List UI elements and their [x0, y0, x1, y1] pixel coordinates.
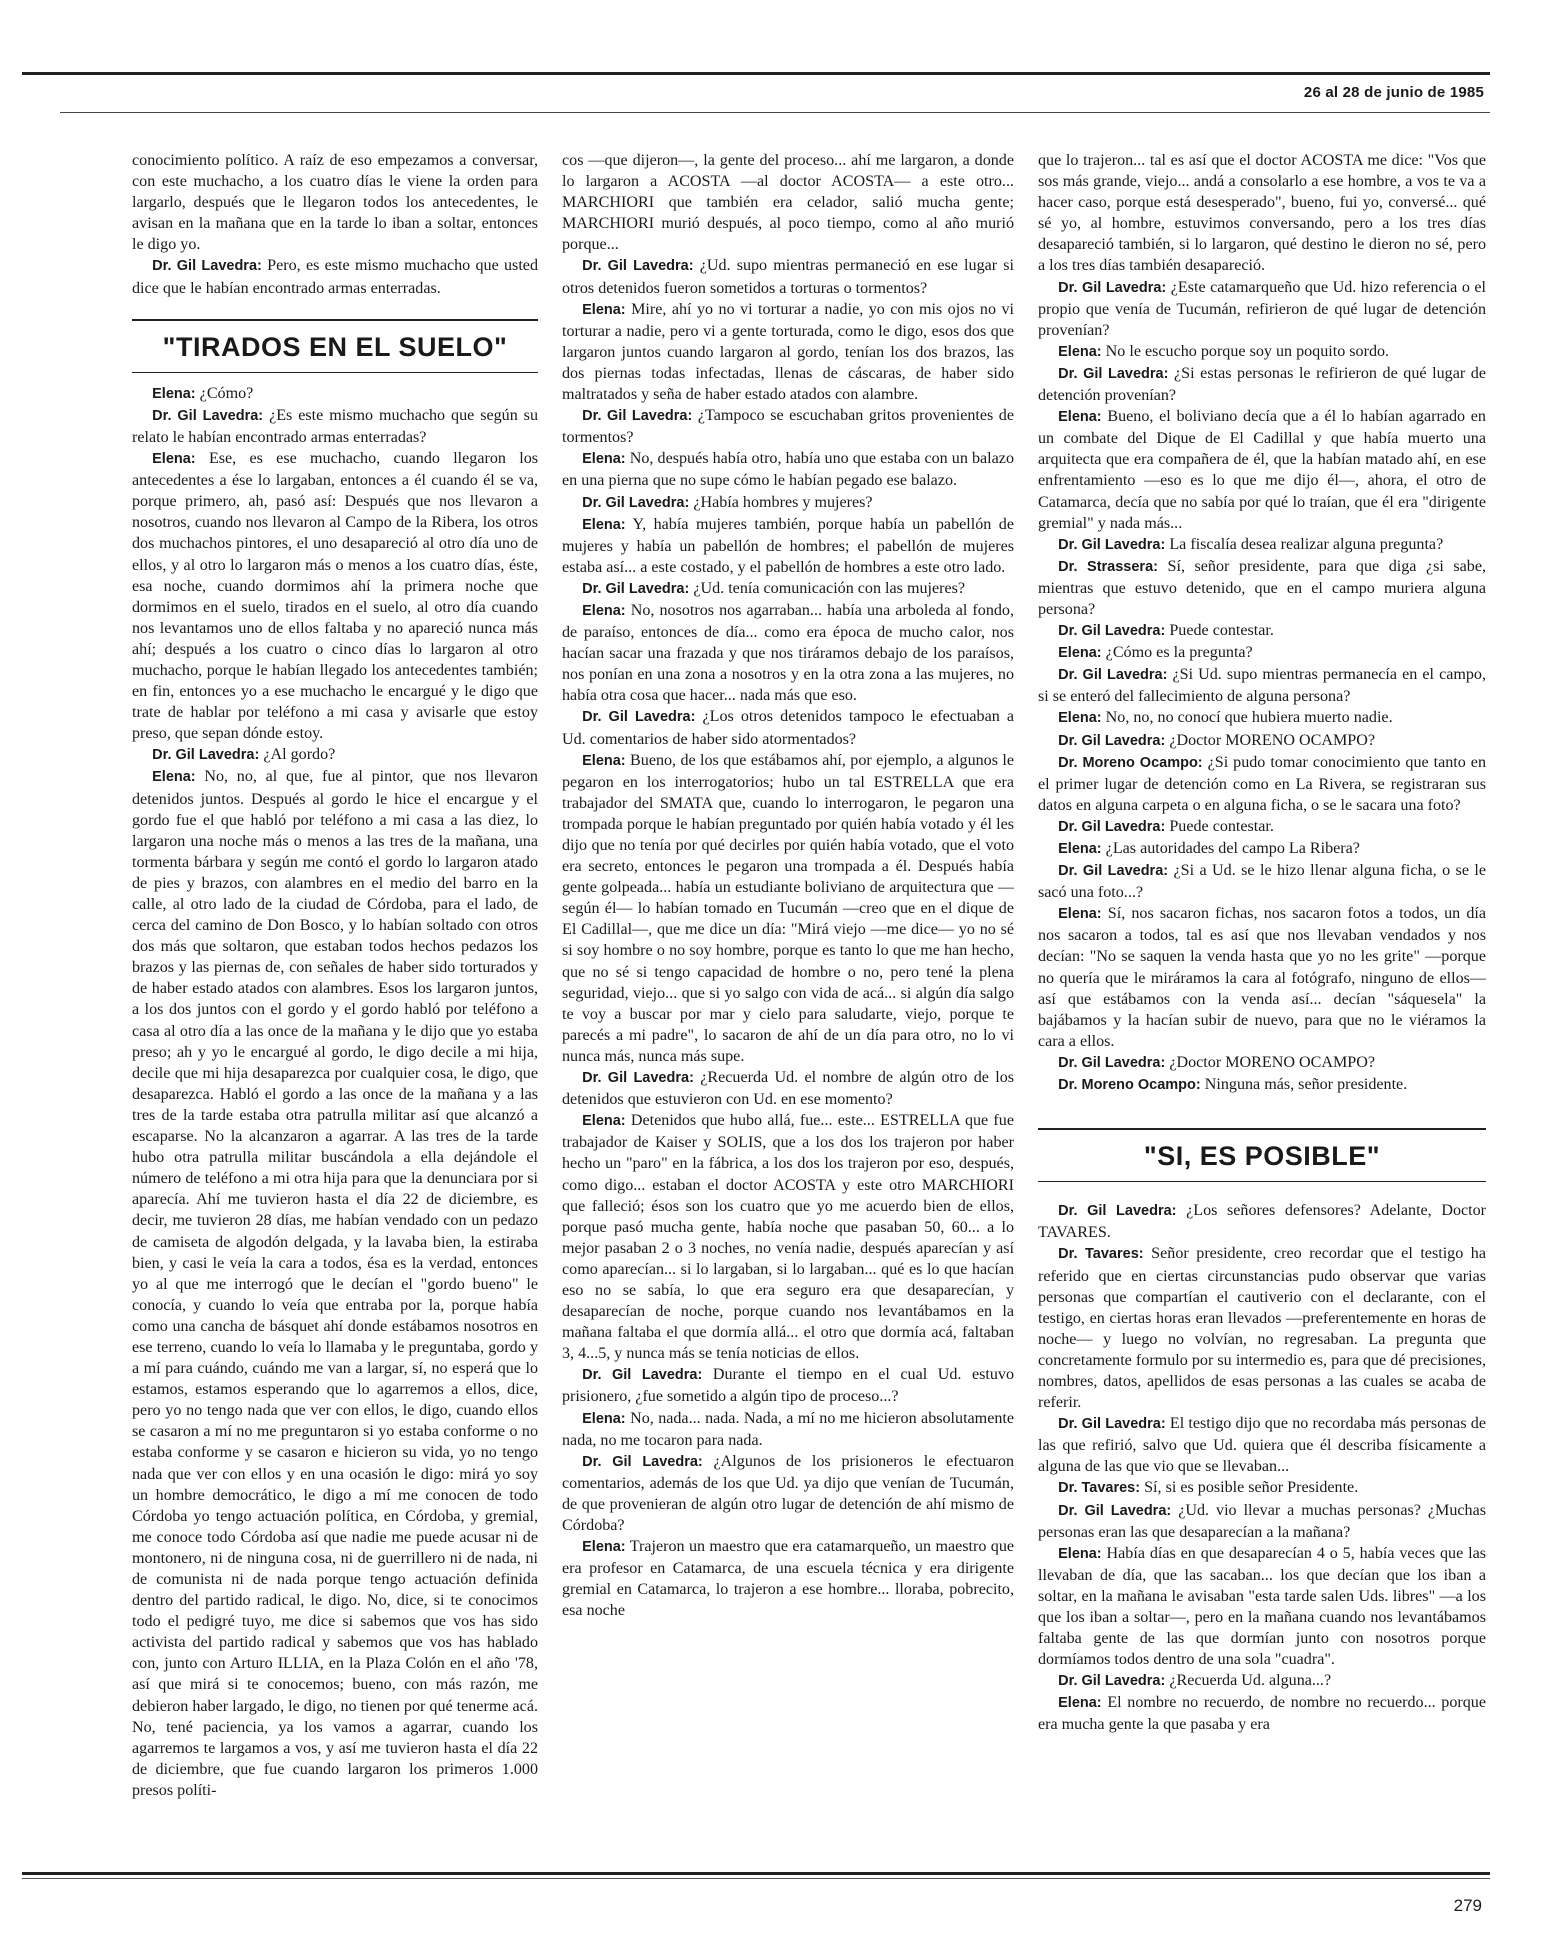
speaker-label: Elena:	[1058, 645, 1102, 662]
speaker-label: Elena:	[582, 602, 626, 619]
speaker-label: Dr. Gil Lavedra:	[1058, 667, 1168, 684]
dialogue-paragraph	[1038, 838, 1486, 860]
speaker-label: Elena:	[582, 1113, 626, 1130]
paragraph-text: Durante el tiempo en el cual Ud. estuvo prisionero, ¿fue sometido a algún tipo de proceso...?	[562, 1366, 1014, 1406]
paragraph-text: No, después había otro, había uno que estaba con un balazo en una pierna que no supe cómo le habían pegado ese balazo.	[562, 450, 1014, 490]
paragraph-text: No, nosotros nos agarraban... había una arboleda al fondo, de paraíso, entonces de día... como era época de mucho calor, nos hacían sacar una frazada y que nos tiráramos debajo de los paraísos, nos ponían en una zona a nosotros y en la otra zona a las mujeres, no había otra cosa que hacer... nada más que eso.	[562, 601, 1014, 705]
text-column-1	[132, 150, 538, 1801]
paragraph-text: ¿Es este mismo muchacho que según su relato le habían encontrado armas enterradas?	[132, 406, 538, 446]
speaker-label: Dr. Gil Lavedra:	[1058, 536, 1166, 553]
speaker-label: Elena:	[1058, 1545, 1102, 1562]
paragraph-text: Trajeron un maestro que era catamarqueño, un maestro que era profesor en Catamarca, de una escuela técnica y era dirigente gremial en Catamarca, lo trajeron a ese hombre... lloraba, pobrecito, esa noche	[562, 1538, 1015, 1620]
dialogue-paragraph	[562, 255, 1014, 298]
dialogue-paragraph	[562, 600, 1014, 706]
paragraph-text: Pero, es este mismo muchacho que usted dice que le habían encontrado armas enterradas.	[132, 257, 538, 297]
dialogue-paragraph	[1038, 1477, 1486, 1499]
dialogue-paragraph	[1038, 664, 1486, 707]
issue-date: 26 al 28 de junio de 1985	[1303, 84, 1484, 101]
dialogue-paragraph	[1038, 860, 1486, 903]
text-column-3	[1038, 150, 1486, 1736]
dialogue-paragraph	[1038, 816, 1486, 838]
paragraph-text: ¿Los señores defensores? Adelante, Doctor TAVARES.	[1038, 1202, 1487, 1242]
dialogue-paragraph	[562, 1067, 1014, 1110]
paragraph-text: ¿Ud. tenía comunicación con las mujeres?	[693, 579, 966, 597]
paragraph-text: Bueno, de los que estábamos ahí, por ejemplo, a algunos le pegaron en los interrogatorios; hubo un tal ESTRELLA que era trabajador del SMATA que, cuando lo interrogaron, le pegaron una trompada porque le habían preguntado por quién había votado y él les dijo que no tenía por qué decirles por quién había votado, que el voto era secreto, entonces le pegaron una trompada a él. Después había gente golpeada... había un estudiante boliviano de arquitectura que —según él— lo habían tomado en Tucumán —creo que en el dique de El Cadillal—, que me dice un día: "Mirá viejo —me dice— yo no sé si soy hombre o no soy hombre, porque es tanto lo que me han hecho, que no sé si tengo capacidad de hombre o no, pero tené la plena seguridad, viejo... que si yo salgo con vida de acá... si algún día salgo te voy a buscar por mar y cielo para saludarte, viejo, porque te parecés a mi padre", lo sacaron de ahí de un día para otro, no lo vi nunca más, nunca más supe.	[562, 751, 1014, 1065]
paragraph-text: ¿Si estas personas le refirieron de qué lugar de detención provenían?	[1038, 364, 1486, 405]
speaker-label: Elena:	[1058, 710, 1102, 727]
speaker-label: Dr. Moreno Ocampo:	[1058, 1077, 1201, 1094]
speaker-label: Dr. Gil Lavedra:	[1058, 1416, 1166, 1433]
speaker-label: Elena:	[1058, 409, 1102, 426]
speaker-label: Dr. Gil Lavedra:	[582, 408, 693, 425]
paragraph-text: ¿Doctor MORENO OCAMPO?	[1169, 1053, 1375, 1071]
text-paragraph	[1038, 150, 1486, 277]
speaker-label: Elena:	[582, 1410, 626, 1427]
dialogue-paragraph	[1038, 406, 1486, 534]
paragraph-text: Sí, si es posible señor Presidente.	[1144, 1479, 1359, 1497]
section-heading: "TIRADOS EN EL SUELO"	[132, 319, 538, 373]
speaker-label: Dr. Gil Lavedra:	[1058, 863, 1169, 880]
page-number: 279	[1453, 1896, 1482, 1915]
paragraph-text: Ese, es ese muchacho, cuando llegaron los antecedentes a ése lo largaban, entonces a él cuando él se va, porque primero, ah, pasó así: Después que nos llevaron a nosotros, cuando nos llevaron al Campo de la Ribera, los otros dos muchachos pintores, el uno desapareció al otro día uno de ellos, y al otro lo largaron más o menos a los cuatro días, éste, esa noche, cuando dormimos ahí la primera noche que dormimos en el suelo, tirados en el suelo, al otro día cuando nos levantamos uno de ellos faltaba y no apareció nunca más ahí; después a los cuatro o cinco días lo largaron al otro muchacho, porque le habían llegado los antecedentes también; en fin, entonces yo a ese muchacho le encargué y le digo que trate de hablar por teléfono a mi casa y avisarle que estoy preso, que sepan dónde estoy.	[132, 450, 539, 743]
speaker-label: Dr. Strassera:	[1058, 558, 1158, 575]
paragraph-text: ¿Recuerda Ud. el nombre de algún otro de los detenidos que estuvieron con Ud. en ese momento?	[562, 1069, 1014, 1109]
section-heading: "SI, ES POSIBLE"	[1038, 1128, 1486, 1182]
paragraph-text: Detenidos que hubo allá, fue... este... ESTRELLA que fue trabajador de Kaiser y SOLIS, que a los dos los trajeron por haber hecho un "paro" en la fábrica, a los dos los trajeron por eso, después, como digo... estaban el doctor ACOSTA y este otro MARCHIORI que falleció; ésos son los cuatro que yo me acuerdo bien de ellos, porque pasó mucha gente, había noche que pasaban 50, 60... a lo mejor pasaban 2 o 3 noches, no venía nadie, después aparecían y así como aparecían... si lo largaban, si lo largaban... qué es lo que hacían eso no se sabía, lo que era seguro era que desaparecían, y desaparecían de noche, porque cuando nos levantábamos en la mañana faltaba el que dormía allá... el otro que dormía acá, faltaban 3, 4...5, y nunca más se tenía noticias de ellos.	[562, 1112, 1014, 1363]
speaker-label: Elena:	[152, 769, 196, 786]
paragraph-text: ¿Doctor MORENO OCAMPO?	[1169, 731, 1375, 749]
paragraph-text: No, no, no conocí que hubiera muerto nadie.	[1105, 709, 1393, 727]
speaker-label: Dr. Gil Lavedra:	[1058, 623, 1166, 640]
paragraph-text: No, no, al que, fue al pintor, que nos llevaron detenidos juntos. Después al gordo le hice el encargue y el gordo fue el que habló por teléfono a mi casa a las diez, lo largaron una noche más o menos a las tres de la mañana, una tormenta bárbara y según me contó el gordo lo largaron atado de pies y brazos, con alambres en el medio del barro en la calle, al otro lado de la ciudad de Córdoba, para el lado, de cerca del camino de Don Bosco, y lo habían soltado con otros dos más que soltaron, que estaban todos hechos pedazos los brazos y las piernas de, con señales de haber sido torturados y de haber estado atados con alambres. Esos los largaron juntos, a los dos juntos con el gordo y el gordo habló por teléfono a casa al otro día a las once de la mañana y le dijo que yo estaba preso; ah y yo le encargué al gordo, le digo decile a mi hija, decile que mi hija desaparezca por cualquier cosa, le digo, que desaparezca. Habló el gordo a las once de la mañana y a las tres de la tarde estaba otra patrulla militar así que alcanzó a escaparse. No la alcanzaron a agarrar. A las tres de la tarde hubo otra patrulla militar buscándola a ella dejándole el número de teléfono a mi otra hija para que la denunciara por si aparecía. Ahí me tuvieron hasta el día 22 de diciembre, es decir, me tuvieron 28 días, me habían vendado con un pedazo de camiseta de algodón delgada, y la lavaba bien, la estiraba bien, y casi le veía la cara a todos, ésa es la verdad, entonces yo al que me interrogó que le decían el "gordo bueno" le conocía, y cuando lo veía que entraba por la, porque había como una cancha de básquet ahí donde estábamos nosotros en ese terreno, cuando lo veía lo llamaba y le preguntaba, gordo y a mí para cuándo, cuándo me van a largar, sí, no esperá que lo estamos, estamos esperando que lo agarremos a ellos, dice, pero yo no tengo nada que ver con ellos, le digo, cuando ellos se casaron a mí no me preguntaron si yo estaba conforme o no estaba conforme y se casaron e hicieron su vida, yo no tengo nada que ver con ellos y en una ocasión le digo: mirá yo soy un hombre democrático, le digo a mí me conocen de todo Córdoba yo tengo actuación política, en Córdoba, y gremial, me conoce todo Córdoba así que nadie me puede acusar ni de montonero, ni de ninguna cosa, ni de guerrillero ni de nada, ni de comunista ni de nada porque tengo actuación definida dentro del partido radical, le digo. No, dice, si te conocimos todo el pedigré tuyo, me dice si sabemos que vos has sido activista del partido radical y sabemos que vos has hablado con, junto con Arturo ILLIA, en la Plaza Colón en el año '78, así que mirá si te conocemos; bueno, con más razón, me debieron haber largado, le digo, no tienen por qué tenerme acá. No, tené paciencia, ya los vamos a agarrar, cuando los agarremos te largamos a vos, y así me tuvieron hasta el día 22 de diciembre, que fue cuando largaron los primeros 1.000 presos políti-	[132, 768, 538, 1799]
header-rule-thin	[60, 112, 1490, 113]
speaker-label: Dr. Gil Lavedra:	[1058, 732, 1166, 749]
speaker-label: Dr. Gil Lavedra:	[582, 494, 690, 511]
dialogue-paragraph	[1038, 1413, 1486, 1477]
speaker-label: Dr. Gil Lavedra:	[582, 580, 690, 597]
speaker-label: Dr. Gil Lavedra:	[582, 1453, 703, 1470]
dialogue-paragraph	[562, 750, 1014, 1067]
dialogue-paragraph	[1038, 752, 1486, 816]
speaker-label: Dr. Gil Lavedra:	[582, 258, 694, 275]
speaker-label: Dr. Gil Lavedra:	[1058, 279, 1167, 296]
paragraph-text: que lo trajeron... tal es así que el doctor ACOSTA me dice: "Vos que sos más grande, viejo... andá a consolarlo a ese hombre, a vos te va a hacer caso, porque está desesperado", bueno, fui yo, conversé... qué sé yo, al hombre, estuvimos conversando, pero a los tres días desapareció también, si lo largaron, qué destino le dieron no sé, pero a los tres días también desapareció.	[1038, 152, 1486, 275]
dialogue-paragraph	[1038, 1052, 1486, 1074]
paragraph-text: Puede contestar.	[1169, 622, 1274, 640]
paragraph-text: ¿Si Ud. supo mientras permanecía en el campo, si se enteró del fallecimiento de alguna persona?	[1038, 666, 1486, 706]
speaker-label: Elena:	[582, 1539, 626, 1556]
paragraph-text: El nombre no recuerdo, de nombre no recuerdo... porque era mucha gente la que pasaba y era	[1038, 1694, 1486, 1734]
speaker-label: Elena:	[582, 516, 626, 533]
dialogue-paragraph	[132, 383, 538, 405]
dialogue-paragraph	[132, 766, 538, 1801]
dialogue-paragraph	[1038, 620, 1486, 642]
dialogue-paragraph	[132, 255, 538, 298]
speaker-label: Dr. Tavares:	[1058, 1246, 1144, 1263]
speaker-label: Dr. Gil Lavedra:	[152, 258, 262, 275]
text-paragraph	[562, 150, 1014, 255]
dialogue-paragraph	[1038, 363, 1486, 406]
dialogue-paragraph	[132, 405, 538, 448]
dialogue-paragraph	[1038, 1670, 1486, 1692]
dialogue-paragraph	[562, 706, 1014, 749]
dialogue-paragraph	[562, 448, 1014, 491]
dialogue-paragraph	[562, 492, 1014, 514]
dialogue-paragraph	[1038, 1243, 1486, 1413]
dialogue-paragraph	[1038, 1543, 1486, 1671]
paragraph-text: ¿Al gordo?	[263, 746, 336, 764]
dialogue-paragraph	[562, 299, 1014, 405]
paragraph-text: ¿Había hombres y mujeres?	[693, 493, 873, 511]
dialogue-paragraph	[562, 1536, 1014, 1621]
speaker-label: Elena:	[1058, 1695, 1102, 1712]
speaker-label: Elena:	[582, 451, 626, 468]
paragraph-text: ¿Cómo?	[199, 384, 254, 402]
speaker-label: Dr. Moreno Ocampo:	[1058, 754, 1203, 771]
dialogue-paragraph	[562, 1408, 1014, 1451]
paragraph-text: Sí, señor presidente, para que diga ¿si sabe, mientras que estuvo detenido, que en el campo muriera alguna persona?	[1038, 557, 1487, 618]
paragraph-text: ¿Ud. vio llevar a muchas personas? ¿Muchas personas eran las que desaparecían a la mañana?	[1038, 1501, 1486, 1541]
paragraph-text: conocimiento político. A raíz de eso empezamos a conversar, con este muchacho, a los cuatro días le viene la orden para largarlo, después que le llegaron todos los antecedentes, le avisan en la mañana que en la tarde lo iban a soltar, entonces le digo yo.	[132, 152, 538, 254]
dialogue-paragraph	[1038, 1500, 1486, 1543]
speaker-label: Dr. Gil Lavedra:	[582, 1367, 703, 1384]
speaker-label: Dr. Gil Lavedra:	[152, 407, 264, 424]
speaker-label: Elena:	[1058, 841, 1102, 857]
dialogue-paragraph	[132, 744, 538, 766]
dialogue-paragraph	[562, 405, 1014, 448]
speaker-label: Elena:	[152, 451, 196, 468]
dialogue-paragraph	[562, 578, 1014, 600]
paragraph-text: Sí, nos sacaron fichas, nos sacaron fotos a todos, un día nos sacaron a todos, tal es así que nos llevaban vendados y nos decían: "No se saquen la venda hasta que yo no les grite" —porque no quería que le miráramos la cara al fotógrafo, ninguno de ellos— así que estábamos con la venda así... decían "sáquesela" la bajábamos y la hacían subir de nuevo, para que no le viéramos la cara a ellos.	[1038, 905, 1486, 1050]
dialogue-paragraph	[132, 448, 538, 744]
speaker-label: Dr. Gil Lavedra:	[1058, 1673, 1166, 1690]
paragraph-text: ¿Este catamarqueño que Ud. hizo referencia o el propio que venía de Tucumán, refirieron de qué lugar de detención provenían?	[1038, 278, 1486, 339]
paragraph-text: La fiscalía desea realizar alguna pregunta?	[1169, 535, 1444, 553]
paragraph-text: ¿Tampoco se escuchaban gritos provenientes de tormentos?	[562, 407, 1014, 447]
dialogue-paragraph	[1038, 1200, 1486, 1243]
paragraph-text: ¿Las autoridades del campo La Ribera?	[1105, 840, 1360, 857]
dialogue-paragraph	[562, 1110, 1014, 1364]
text-paragraph	[132, 150, 538, 255]
paragraph-text: Y, había mujeres también, porque había un pabellón de mujeres y había un pabellón de hombres; el pabellón de mujeres estaba así... a este costado, y el pabellón de hombres a este otro lado.	[562, 515, 1014, 576]
speaker-label: Dr. Gil Lavedra:	[152, 747, 260, 764]
dialogue-paragraph	[1038, 1692, 1486, 1735]
dialogue-paragraph	[1038, 534, 1486, 556]
speaker-label: Dr. Gil Lavedra:	[1058, 365, 1169, 382]
dialogue-paragraph	[1038, 642, 1486, 664]
dialogue-paragraph	[1038, 277, 1486, 341]
dialogue-paragraph	[562, 1364, 1014, 1407]
header-rule	[22, 72, 1490, 75]
speaker-label: Dr. Gil Lavedra:	[582, 709, 696, 726]
speaker-label: Dr. Gil Lavedra:	[1058, 1203, 1177, 1220]
footer-rule-thin	[22, 1878, 1490, 1879]
paragraph-text: ¿Ud. supo mientras permaneció en ese lugar si otros detenidos fueron sometidos a torturas o tormentos?	[562, 257, 1014, 297]
paragraph-text: Señor presidente, creo recordar que el testigo ha referido que en ciertas circunstancias pudo observar que varias personas que compartían el cautiverio con el declarante, con el testigo, en ciertas horas eran llevados —preferentemente en horas de noche— y luego no volvían, no regresaban. La pregunta que concretamente formulo por su intermedio es, para que dé precisiones, nombres, datos, apellidos de esas personas a las cuales se acaba de referir.	[1038, 1245, 1486, 1412]
paragraph-text: cos —que dijeron—, la gente del proceso... ahí me largaron, a donde lo largaron a ACOSTA —al doctor ACOSTA— a este otro... MARCHIORI que también era celador, salió mucha gente; MARCHIORI murió después, al poco tiempo, como al año murió porque...	[562, 152, 1014, 254]
paragraph-text: No, nada... nada. Nada, a mí no me hicieron absolutamente nada, no me tocaron para nada.	[562, 1409, 1015, 1449]
paragraph-text: Había días en que desaparecían 4 o 5, había veces que las llevaban de día, que las sacaban... los que decían que los iban a soltar, en la mañana le avisaban "esta tarde salen Uds. libres" —a los que los iban a soltar—, pero en la mañana cuando nos levantábamos faltaba gente de las que dormían junto con nosotros porque dormíamos todos dentro de una sola "cuadra".	[1038, 1544, 1486, 1669]
paragraph-text: ¿Los otros detenidos tampoco le efectuaban a Ud. comentarios de haber sido atormentados?	[562, 708, 1015, 748]
dialogue-paragraph	[1038, 730, 1486, 752]
speaker-label: Elena:	[582, 301, 626, 318]
footer-rule	[22, 1872, 1490, 1875]
paragraph-text: Ninguna más, señor presidente.	[1204, 1076, 1408, 1094]
paragraph-text: No le escucho porque soy un poquito sordo.	[1105, 342, 1390, 360]
speaker-label: Elena:	[152, 385, 196, 402]
paragraph-text: Mire, ahí yo no vi torturar a nadie, yo con mis ojos no vi torturar a nadie, pero vi a gente torturada, como le digo, esos dos que largaron juntos cuando largaron al gordo, tenían los dos brazos, las dos piernas todas infectadas, llenas de cáscaras, de haber sido maltratados y seña de haber estado atados con alambre.	[562, 300, 1015, 404]
speaker-label: Dr. Gil Lavedra:	[1058, 1054, 1166, 1071]
speaker-label: Dr. Gil Lavedra:	[1058, 818, 1166, 835]
speaker-label: Elena:	[1058, 906, 1102, 923]
dialogue-paragraph	[1038, 903, 1486, 1052]
dialogue-paragraph	[1038, 556, 1486, 620]
speaker-label: Elena:	[582, 752, 626, 769]
paragraph-text: ¿Algunos de los prisioneros le efectuaron comentarios, además de los que Ud. ya dijo que venían de Tucumán, de que provenieran de algún otro lugar de detención de ahí mismo de Córdoba?	[562, 1452, 1014, 1534]
paragraph-text: ¿Si pudo tomar conocimiento que tanto en el primer lugar de detención como en La Rivera, se registraran sus datos en alguna carpeta o en alguna ficha, o se le sacara una foto?	[1038, 753, 1486, 814]
dialogue-paragraph	[562, 514, 1014, 578]
speaker-label: Dr. Gil Lavedra:	[1058, 1502, 1172, 1519]
paragraph-text: El testigo dijo que no recordaba más personas de las que refirió, salvo que Ud. quiera que él describa físicamente a alguna de las que vio que se llevaban...	[1038, 1415, 1486, 1476]
text-column-2	[562, 150, 1014, 1621]
paragraph-text: ¿Recuerda Ud. alguna...?	[1169, 1672, 1332, 1690]
paragraph-text: Puede contestar.	[1169, 817, 1274, 835]
speaker-label: Dr. Gil Lavedra:	[582, 1070, 694, 1087]
speaker-label: Dr. Tavares:	[1058, 1480, 1141, 1497]
paragraph-text: ¿Cómo es la pregunta?	[1105, 644, 1253, 662]
dialogue-paragraph	[1038, 341, 1486, 363]
dialogue-paragraph	[562, 1451, 1014, 1536]
paragraph-text: ¿Si a Ud. se le hizo llenar alguna ficha, o se le sacó una foto...?	[1038, 862, 1486, 902]
dialogue-paragraph	[1038, 707, 1486, 729]
speaker-label: Elena:	[1058, 343, 1102, 360]
paragraph-text: Bueno, el boliviano decía que a él lo habían agarrado en un combate del Dique de El Cadillal y que había muerto una arquitecta que era compañera de él, que la habían matado ahí, en ese enfrentamiento —eso es lo que me dijo él—, ahora, el otro de Catamarca, decía que no sabía por qué lo traían, que él era "dirigente gremial" y nada más...	[1038, 408, 1486, 532]
dialogue-paragraph	[1038, 1074, 1486, 1096]
